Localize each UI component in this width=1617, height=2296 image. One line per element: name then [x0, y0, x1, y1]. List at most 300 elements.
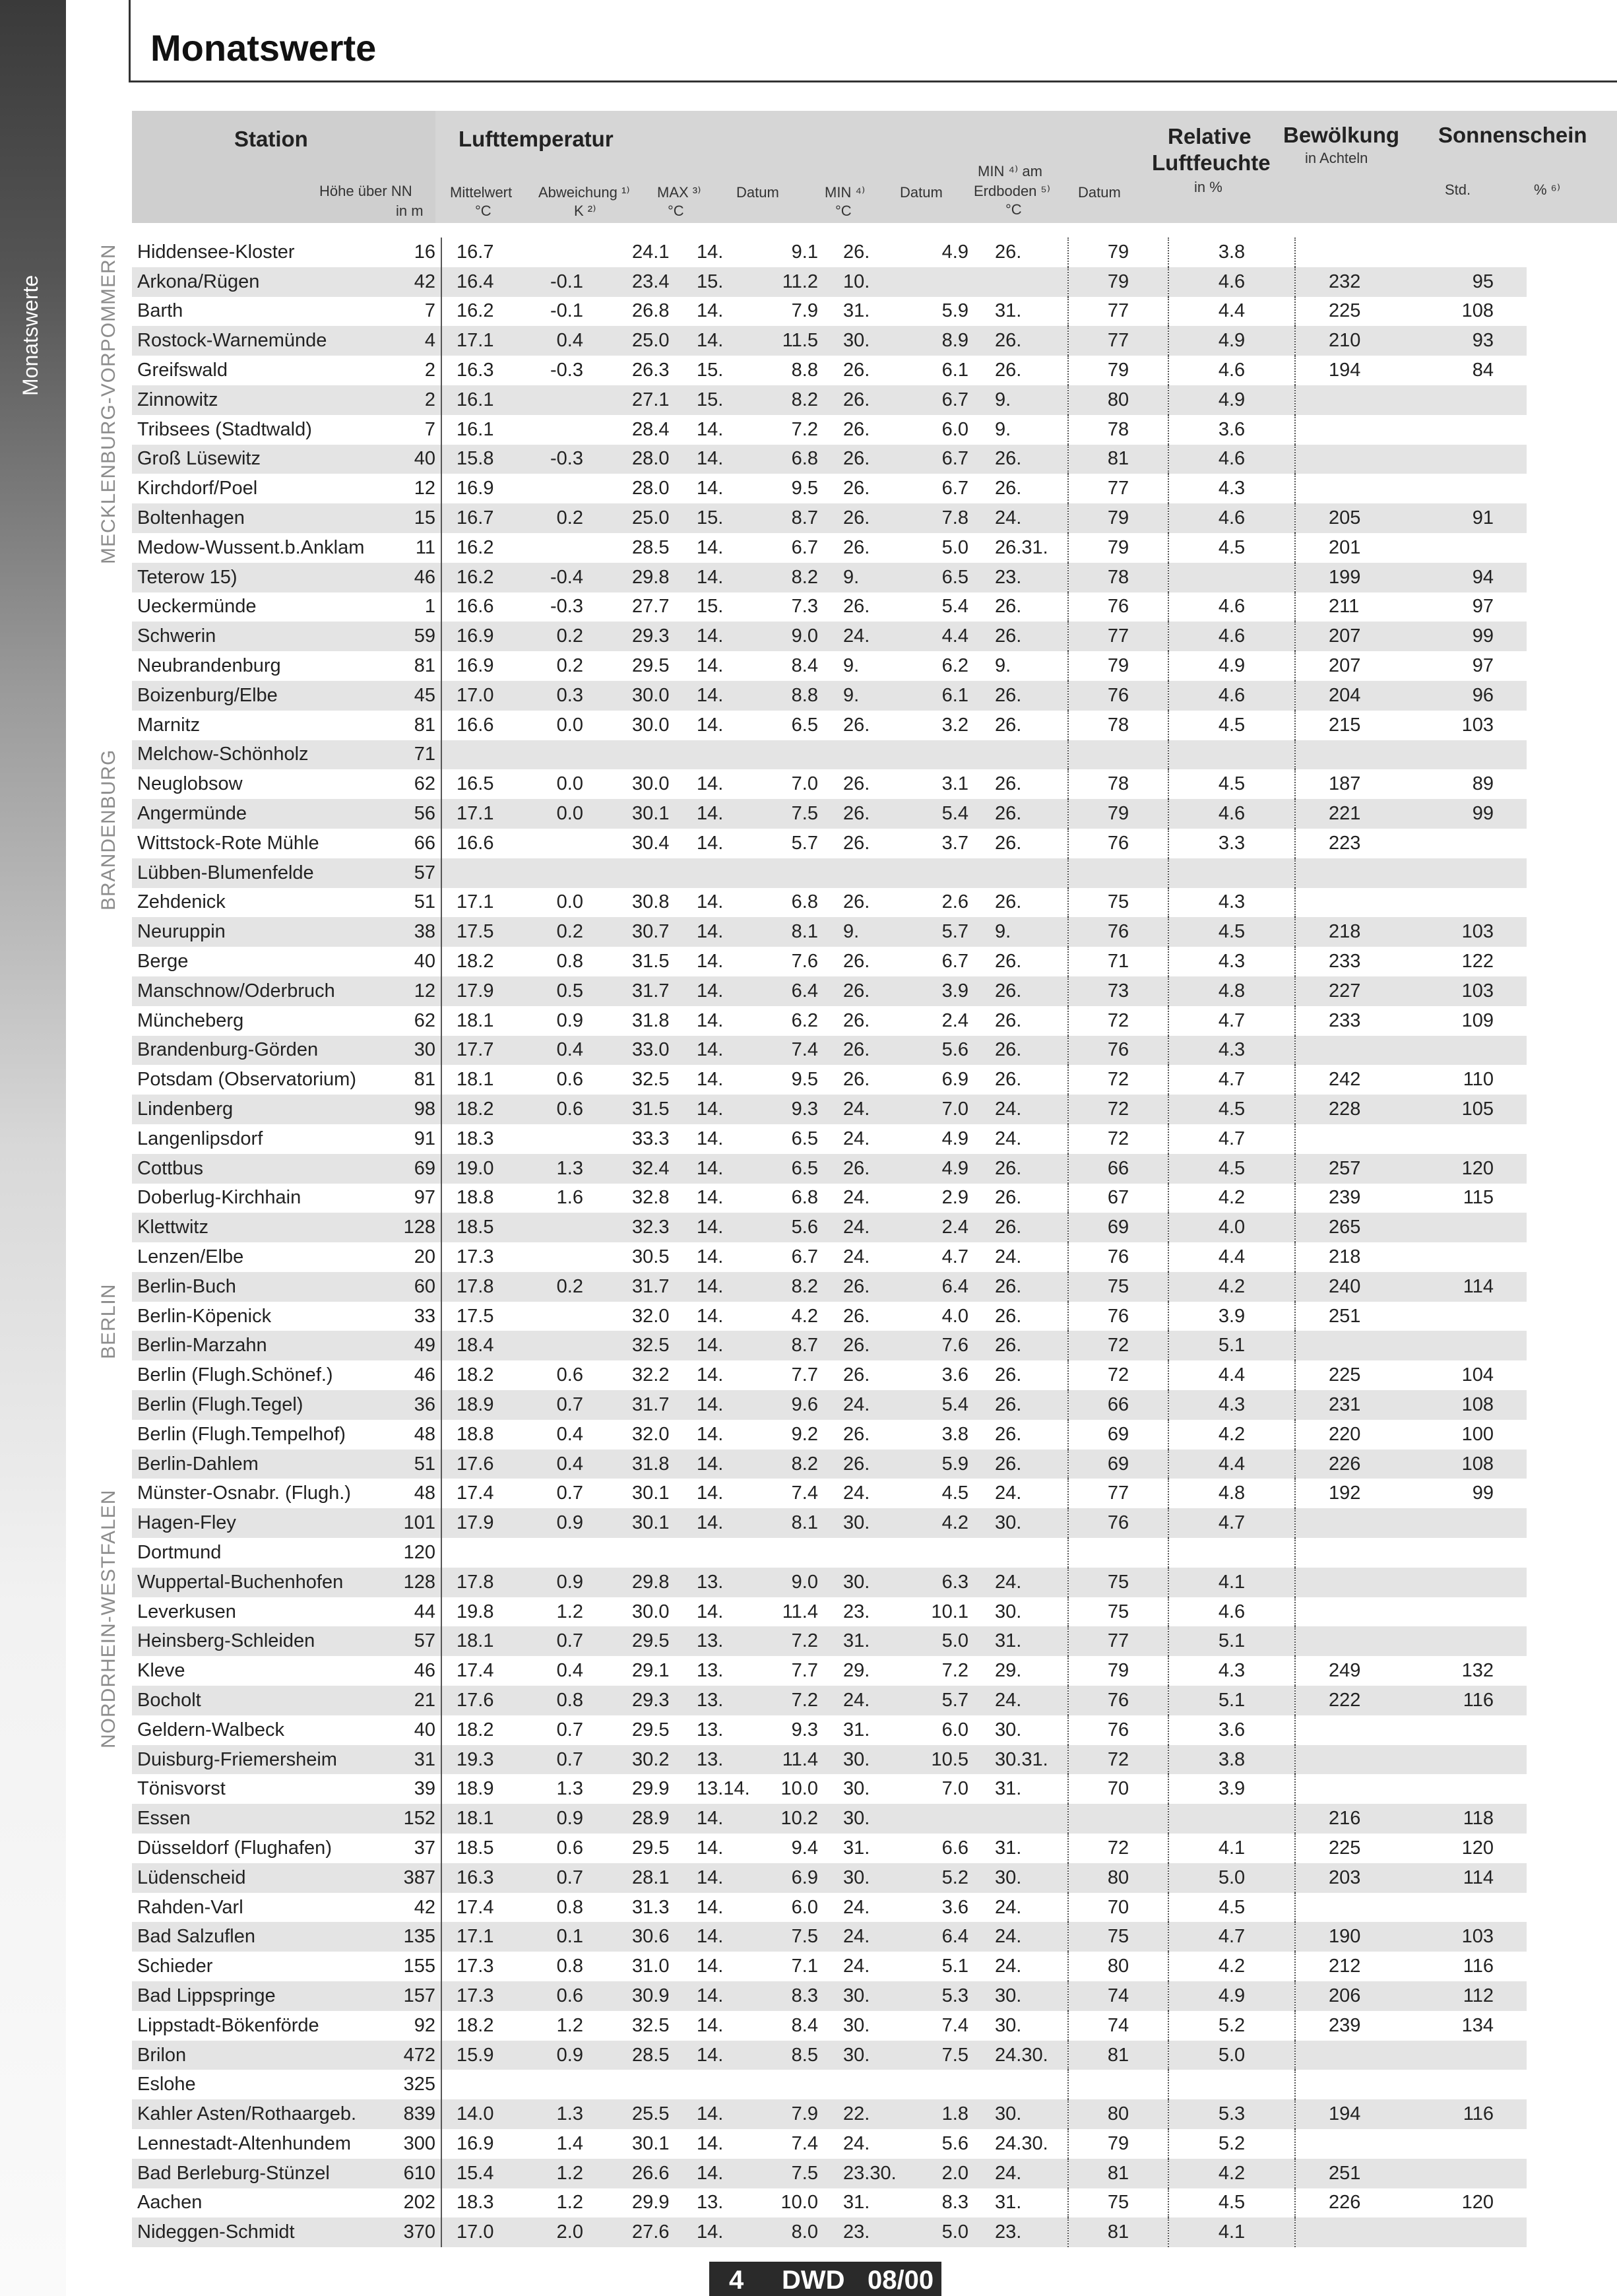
cell-sonne-std: 205: [1295, 503, 1421, 533]
cell-abweichung: 0.0: [520, 799, 599, 829]
cell-sonne-pct: 94: [1421, 563, 1527, 592]
cell-mittelwert: 17.6: [441, 1686, 520, 1715]
cell-abweichung: 0.7: [520, 1863, 599, 1893]
cell-hoehe: 36: [401, 1390, 441, 1420]
cell-max-datum: 13.: [685, 1686, 765, 1715]
cell-station-name: Angermünde: [132, 799, 401, 829]
cell-station-name: Tribsees (Stadtwald): [137, 418, 312, 440]
cell-min-datum: 24.: [843, 1246, 870, 1267]
cell-sonne-pct: 95: [1421, 267, 1527, 297]
cell-abweichung: 0.4: [556, 1660, 583, 1682]
cell-abweichung: 0.0: [556, 891, 583, 913]
cell-hoehe: 610: [401, 2159, 441, 2188]
cell-mittelwert: 17.5: [457, 1305, 494, 1327]
cell-min-erdboden-datum: 26.: [975, 356, 1068, 385]
cell-rel-feuchte: 79: [1068, 533, 1168, 563]
cell-hoehe: 92: [401, 2011, 441, 2041]
cell-min-erdboden: [909, 267, 975, 297]
cell-min: 8.5: [765, 2041, 822, 2070]
cell-max-datum: [685, 740, 765, 770]
cell-min: 5.7: [791, 832, 818, 854]
cell-min-datum: 26.: [843, 1364, 870, 1386]
cell-min-erdboden: 8.3: [941, 2192, 968, 2214]
cell-station-name: Geldern-Walbeck: [137, 1719, 284, 1740]
cell-min-datum: 26.: [843, 1069, 870, 1091]
table-row: [132, 1804, 1527, 1834]
cell-max: 25.0: [599, 503, 685, 533]
cell-min-erdboden-datum: 26.: [975, 1006, 1068, 1036]
cell-max: 28.0: [599, 445, 685, 474]
cell-min: 6.8: [765, 445, 822, 474]
cell-max: 29.5: [599, 1626, 685, 1656]
cell-sonne-pct: [1421, 858, 1527, 888]
cell-min: 7.4: [791, 1483, 818, 1504]
cell-mittelwert: 14.0: [441, 2099, 520, 2129]
cell-min-datum: 26.: [822, 1272, 909, 1302]
cell-mittelwert: 16.3: [441, 1863, 520, 1893]
cell-min-datum: 24.: [822, 1095, 909, 1124]
cell-mittelwert: 18.2: [457, 2014, 494, 2036]
cell-abweichung: [520, 238, 599, 267]
cell-abweichung: 0.2: [520, 503, 599, 533]
cell-bewoelkung: [1168, 2070, 1295, 2099]
cell-sonne-pct: [1421, 1597, 1527, 1627]
cell-mittelwert: 16.4: [441, 267, 520, 297]
cell-mittelwert: 18.8: [457, 1187, 494, 1209]
cell-station-name: Zehdenick: [137, 891, 226, 913]
table-row: [132, 1745, 1527, 1775]
cell-rel-feuchte: 78: [1068, 415, 1168, 445]
cell-max: 32.0: [632, 1305, 670, 1327]
cell-mittelwert: 19.3: [441, 1745, 520, 1775]
cell-hoehe: 1: [401, 592, 441, 622]
cell-min-erdboden: 7.6: [909, 1331, 975, 1360]
table-row: [132, 2070, 1527, 2099]
cell-mittelwert: 18.3: [457, 1128, 494, 1149]
cell-min-datum: 30.: [822, 1745, 909, 1775]
cell-bewoelkung: 3.8: [1168, 1745, 1295, 1775]
cell-max-datum: 14.: [685, 1508, 765, 1538]
cell-min-datum: 26.: [843, 536, 870, 558]
cell-bewoelkung: 5.1: [1168, 1686, 1295, 1715]
cell-bewoelkung: 3.8: [1168, 238, 1295, 267]
cell-min-datum: [822, 1538, 909, 1568]
cell-rel-feuchte: 75: [1068, 2188, 1168, 2218]
cell-max: 31.0: [632, 1956, 670, 1977]
cell-station-name: Medow-Wussent.b.Anklam: [137, 536, 365, 558]
cell-station-name: Düsseldorf (Flughafen): [137, 1837, 332, 1859]
cell-min-datum: 26.: [843, 832, 870, 854]
cell-bewoelkung: 4.6: [1168, 592, 1295, 622]
cell-bewoelkung: 4.2: [1168, 1952, 1295, 1981]
cell-sonne-std: 220: [1329, 1423, 1361, 1445]
cell-min-erdboden-datum: 9.: [975, 415, 1068, 445]
cell-hoehe: 37: [401, 1834, 441, 1863]
cell-station-name: Berlin-Dahlem: [132, 1450, 401, 1479]
cell-hoehe: 81: [401, 711, 441, 740]
cell-min: 7.5: [765, 2159, 822, 2188]
cell-min-datum: 26.: [843, 478, 870, 499]
cell-min-datum: 26.: [822, 385, 909, 415]
cell-mittelwert: 17.3: [441, 1981, 520, 2011]
cell-sonne-std: 212: [1329, 1956, 1361, 1977]
cell-max: 27.7: [632, 596, 670, 618]
cell-rel-feuchte: 66: [1068, 1154, 1168, 1184]
cell-min-erdboden: 3.1: [941, 773, 968, 795]
cell-min-erdboden: 2.9: [941, 1187, 968, 1209]
cell-max-datum: 15.: [697, 360, 724, 381]
cell-rel-feuchte: 66: [1068, 1390, 1168, 1420]
cell-max: 27.6: [599, 2217, 685, 2247]
cell-sonne-pct: 84: [1472, 360, 1494, 381]
cell-abweichung: 0.1: [520, 1922, 599, 1952]
cell-min: 6.8: [791, 1187, 818, 1209]
cell-max: [599, 1538, 685, 1568]
cell-min: 7.5: [765, 1922, 822, 1952]
cell-rel-feuchte: 76: [1068, 1508, 1168, 1538]
cell-max-datum: 14.: [685, 1863, 765, 1893]
header-relative: Relative: [1168, 124, 1252, 148]
header-hoehe: Höhe über NN: [319, 183, 412, 199]
cell-rel-feuchte: [1068, 740, 1168, 770]
cell-station-name: Rahden-Varl: [137, 1896, 243, 1918]
cell-mittelwert: 15.9: [441, 2041, 520, 2070]
cell-max-datum: 14.: [685, 917, 765, 947]
cell-mittelwert: 17.1: [457, 891, 494, 913]
cell-min-datum: 26.: [843, 1305, 870, 1327]
cell-max-datum: 14.: [685, 1450, 765, 1479]
cell-min-erdboden-datum: 23.: [975, 563, 1068, 592]
cell-min: 6.0: [791, 1896, 818, 1918]
cell-max: 30.1: [632, 2132, 670, 2154]
cell-rel-feuchte: 72: [1068, 1006, 1168, 1036]
header-datum-1: Datum: [736, 184, 779, 201]
cell-max: 26.6: [599, 2159, 685, 2188]
cell-min-datum: 26.: [822, 503, 909, 533]
cell-rel-feuchte: 79: [1068, 503, 1168, 533]
cell-max-datum: 14.: [697, 891, 724, 913]
cell-min-erdboden-datum: [975, 740, 1068, 770]
cell-bewoelkung: [1168, 563, 1295, 592]
table-row: [132, 1095, 1527, 1124]
cell-max-datum: 14.: [685, 799, 765, 829]
cell-max-datum: 14.: [685, 976, 765, 1006]
cell-hoehe: 40: [401, 947, 441, 976]
cell-station-name: Heinsberg-Schleiden: [132, 1626, 401, 1656]
monthly-values-table: [132, 238, 1527, 2247]
cell-bewoelkung: 5.2: [1168, 2129, 1295, 2159]
cell-max-datum: 14.: [697, 714, 724, 736]
cell-max: 31.7: [599, 976, 685, 1006]
cell-max: 31.5: [599, 1095, 685, 1124]
table-row: [132, 1124, 1527, 1154]
cell-rel-feuchte: [1068, 858, 1168, 888]
cell-min-erdboden: 7.5: [909, 2041, 975, 2070]
cell-min: 7.6: [791, 951, 818, 973]
cell-sonne-pct: 110: [1463, 1069, 1494, 1091]
cell-max-datum: 13.: [697, 2192, 724, 2214]
cell-min-datum: 30.: [822, 1804, 909, 1834]
footer-badge: [709, 2262, 941, 2296]
cell-mittelwert: 18.3: [457, 2192, 494, 2214]
cell-max: 29.1: [632, 1660, 670, 1682]
table-row: [132, 1479, 1527, 1508]
cell-abweichung: -0.3: [520, 445, 599, 474]
cell-bewoelkung: 4.1: [1168, 1568, 1295, 1597]
cell-min-erdboden-datum: 29.: [975, 1656, 1068, 1686]
cell-mittelwert: 16.9: [457, 478, 494, 499]
cell-bewoelkung: 4.6: [1168, 622, 1295, 651]
cell-abweichung: 0.9: [520, 2041, 599, 2070]
table-row: [132, 1360, 1527, 1390]
cell-sonne-std: [1295, 1538, 1421, 1568]
cell-abweichung: [520, 829, 599, 858]
cell-sonne-pct: [1421, 474, 1527, 503]
cell-min: 6.9: [765, 1863, 822, 1893]
cell-hoehe: 45: [401, 681, 441, 711]
cell-sonne-pct: [1421, 2217, 1527, 2247]
cell-bewoelkung: 4.9: [1168, 651, 1295, 681]
cell-bewoelkung: 4.6: [1168, 267, 1295, 297]
cell-sonne-std: 249: [1329, 1660, 1361, 1682]
cell-min-datum: 30.: [843, 1778, 870, 1800]
table-row: [132, 1952, 1527, 1981]
cell-abweichung: 0.8: [556, 1896, 583, 1918]
cell-max-datum: 14.: [697, 1364, 724, 1386]
cell-min-erdboden-datum: 30.: [975, 1981, 1068, 2011]
cell-min-datum: 31.: [822, 1626, 909, 1656]
cell-max-datum: 14.: [685, 1095, 765, 1124]
table-row: [132, 238, 1527, 267]
cell-min-erdboden: 5.7: [909, 917, 975, 947]
cell-hoehe: 157: [401, 1981, 441, 2011]
cell-bewoelkung: 4.2: [1168, 1420, 1295, 1450]
cell-station-name: Hiddensee-Kloster: [137, 241, 295, 263]
table-row: [132, 1834, 1527, 1863]
cell-mittelwert: 16.5: [457, 773, 494, 795]
cell-station-name: Lennestadt-Altenhundem: [137, 2132, 352, 2154]
cell-rel-feuchte: 67: [1068, 1184, 1168, 1213]
cell-min-datum: 23.: [822, 2217, 909, 2247]
cell-min-datum: 24.: [843, 2132, 870, 2154]
cell-min-erdboden-datum: 24.: [975, 2159, 1068, 2188]
cell-mittelwert: 18.9: [441, 1390, 520, 1420]
cell-max-datum: 13.14.: [697, 1778, 750, 1800]
cell-min: 7.7: [791, 1660, 818, 1682]
cell-station-name: Langenlipsdorf: [137, 1128, 263, 1149]
cell-sonne-std: [1295, 1626, 1421, 1656]
header-station: Station: [234, 127, 308, 151]
cell-min: 11.2: [765, 267, 822, 297]
cell-max-datum: [685, 1538, 765, 1568]
cell-min-erdboden: 5.9: [941, 300, 968, 322]
cell-sonne-pct: 104: [1461, 1364, 1494, 1386]
cell-min: 7.9: [765, 2099, 822, 2129]
cell-max-datum: 14.: [697, 1246, 724, 1267]
cell-max: 32.8: [632, 1187, 670, 1209]
cell-min: 10.0: [780, 1778, 818, 1800]
cell-mittelwert: 17.9: [441, 1508, 520, 1538]
cell-bewoelkung: 3.9: [1168, 1774, 1295, 1804]
cell-max: 31.7: [599, 1390, 685, 1420]
cell-min-erdboden: 5.7: [909, 1686, 975, 1715]
cell-mittelwert: 17.1: [441, 326, 520, 356]
cell-min-erdboden-datum: 24.: [975, 1479, 1068, 1508]
cell-max: 31.8: [599, 1450, 685, 1479]
cell-sonne-pct: [1421, 2129, 1527, 2159]
cell-sonne-pct: [1421, 829, 1527, 858]
cell-min: 4.2: [791, 1305, 818, 1327]
cell-min-erdboden-datum: 26.31.: [975, 533, 1068, 563]
cell-min-datum: 26.: [822, 799, 909, 829]
cell-abweichung: [520, 533, 599, 563]
cell-max: 32.5: [632, 2014, 670, 2036]
cell-sonne-pct: 118: [1421, 1804, 1527, 1834]
cell-sonne-pct: 114: [1421, 1272, 1527, 1302]
cell-mittelwert: [441, 1538, 520, 1568]
cell-bewoelkung: 4.6: [1168, 1597, 1295, 1627]
table-row: [132, 1390, 1527, 1420]
cell-min-erdboden-datum: 26.: [975, 592, 1068, 622]
cell-sonne-std: 240: [1295, 1272, 1421, 1302]
cell-mittelwert: 17.9: [441, 976, 520, 1006]
cell-abweichung: 0.2: [520, 1272, 599, 1302]
cell-abweichung: 0.6: [556, 1364, 583, 1386]
cell-bewoelkung: 4.2: [1168, 2159, 1295, 2188]
cell-station-name: Neuglobsow: [137, 773, 243, 795]
cell-rel-feuchte: 77: [1068, 1479, 1168, 1508]
cell-max: [599, 858, 685, 888]
cell-sonne-pct: [1421, 1538, 1527, 1568]
cell-max-datum: 15.: [685, 503, 765, 533]
cell-sonne-pct: 91: [1421, 503, 1527, 533]
cell-hoehe: 2: [401, 385, 441, 415]
cell-hoehe: 46: [401, 563, 441, 592]
cell-hoehe: 152: [401, 1804, 441, 1834]
cell-sonne-std: 226: [1295, 1450, 1421, 1479]
table-row: [132, 711, 1527, 740]
cell-max: 24.1: [632, 241, 670, 263]
table-row: [132, 503, 1527, 533]
cell-max-datum: 14.: [685, 2217, 765, 2247]
cell-station-name: Wuppertal-Buchenhofen: [132, 1568, 401, 1597]
cell-hoehe: 51: [401, 1450, 441, 1479]
cell-abweichung: 0.2: [520, 622, 599, 651]
cell-sonne-std: 204: [1295, 681, 1421, 711]
cell-min-datum: 24.: [843, 1896, 870, 1918]
cell-hoehe: 120: [401, 1538, 441, 1568]
cell-max-datum: 14.: [697, 1896, 724, 1918]
cell-abweichung: 0.7: [520, 1390, 599, 1420]
cell-bewoelkung: 4.8: [1168, 976, 1295, 1006]
cell-rel-feuchte: 77: [1068, 474, 1168, 503]
cell-min-erdboden: 1.8: [909, 2099, 975, 2129]
table-row: [132, 326, 1527, 356]
cell-min: 6.5: [765, 1154, 822, 1184]
cell-sonne-pct: 116: [1421, 1686, 1527, 1715]
cell-min: 8.7: [765, 1331, 822, 1360]
cell-mittelwert: 16.6: [457, 596, 494, 618]
cell-hoehe: 15: [401, 503, 441, 533]
table-row: [132, 1006, 1527, 1036]
cell-sonne-std: [1295, 1508, 1421, 1538]
header-min-erd-unit: °C: [1005, 201, 1022, 218]
cell-sonne-pct: [1421, 2070, 1527, 2099]
cell-max: 30.8: [632, 891, 670, 913]
cell-hoehe: 38: [401, 917, 441, 947]
cell-max-datum: 15.: [685, 385, 765, 415]
cell-bewoelkung: 5.0: [1168, 2041, 1295, 2070]
cell-max-datum: 13.: [685, 1745, 765, 1775]
cell-min-erdboden-datum: 26.: [975, 711, 1068, 740]
cell-max-datum: 14.: [697, 1069, 724, 1091]
cell-station-name: Potsdam (Observatorium): [137, 1069, 356, 1091]
cell-sonne-std: 216: [1295, 1804, 1421, 1834]
cell-max: 30.0: [632, 773, 670, 795]
cell-min-erdboden-datum: 24.: [975, 1893, 1068, 1923]
cell-min-erdboden: 6.7: [941, 478, 968, 499]
cell-rel-feuchte: [1068, 1538, 1168, 1568]
cell-abweichung: [520, 740, 599, 770]
cell-abweichung: -0.3: [550, 596, 583, 618]
cell-min-erdboden-datum: 26.: [975, 1450, 1068, 1479]
cell-bewoelkung: 4.6: [1168, 681, 1295, 711]
cell-min-erdboden: 7.0: [909, 1095, 975, 1124]
cell-station-name: Hagen-Fley: [132, 1508, 401, 1538]
cell-station-name: Münster-Osnabr. (Flugh.): [137, 1483, 351, 1504]
table-row: [132, 888, 1527, 918]
header-min-erd-1: MIN ⁴⁾ am: [978, 163, 1042, 179]
footer-page: 4: [729, 2266, 744, 2295]
cell-max: 29.8: [599, 1568, 685, 1597]
cell-min: 7.9: [791, 300, 818, 322]
cell-min-erdboden: 6.9: [941, 1069, 968, 1091]
cell-mittelwert: 18.5: [457, 1837, 494, 1859]
cell-bewoelkung: 4.4: [1168, 1450, 1295, 1479]
cell-sonne-pct: 122: [1461, 951, 1494, 973]
cell-min-erdboden-datum: 26.: [975, 1390, 1068, 1420]
cell-max: 30.7: [599, 917, 685, 947]
cell-sonne-pct: 108: [1461, 300, 1494, 322]
cell-sonne-pct: 108: [1421, 1390, 1527, 1420]
cell-sonne-std: 222: [1295, 1686, 1421, 1715]
cell-max-datum: 14.: [697, 2132, 724, 2154]
cell-hoehe: 44: [401, 1597, 441, 1627]
cell-bewoelkung: 4.9: [1168, 1981, 1295, 2011]
cell-sonne-std: 203: [1295, 1863, 1421, 1893]
region-brandenburg: BRANDENBURG: [98, 749, 119, 910]
cell-max-datum: 14.: [685, 1804, 765, 1834]
cell-min-erdboden-datum: 30.: [975, 2099, 1068, 2129]
cell-sonne-std: 232: [1295, 267, 1421, 297]
cell-min-erdboden: 5.6: [909, 1036, 975, 1066]
cell-bewoelkung: 4.2: [1168, 1184, 1295, 1213]
cell-station-name: Berlin (Flugh.Schönef.): [137, 1364, 333, 1386]
cell-max: 31.5: [632, 951, 670, 973]
cell-sonne-std: 194: [1295, 2099, 1421, 2129]
cell-bewoelkung: 4.7: [1168, 1006, 1295, 1036]
cell-hoehe: 4: [401, 326, 441, 356]
cell-abweichung: [520, 1302, 599, 1331]
cell-sonne-std: [1295, 1774, 1421, 1804]
cell-rel-feuchte: 81: [1068, 445, 1168, 474]
cell-min-erdboden-datum: 26.: [975, 1331, 1068, 1360]
cell-min-erdboden: 7.0: [941, 1778, 968, 1800]
table-row: [132, 1331, 1527, 1360]
cell-hoehe: 49: [401, 1331, 441, 1360]
cell-station-name: Brandenburg-Görden: [132, 1036, 401, 1066]
cell-min: 8.3: [765, 1981, 822, 2011]
